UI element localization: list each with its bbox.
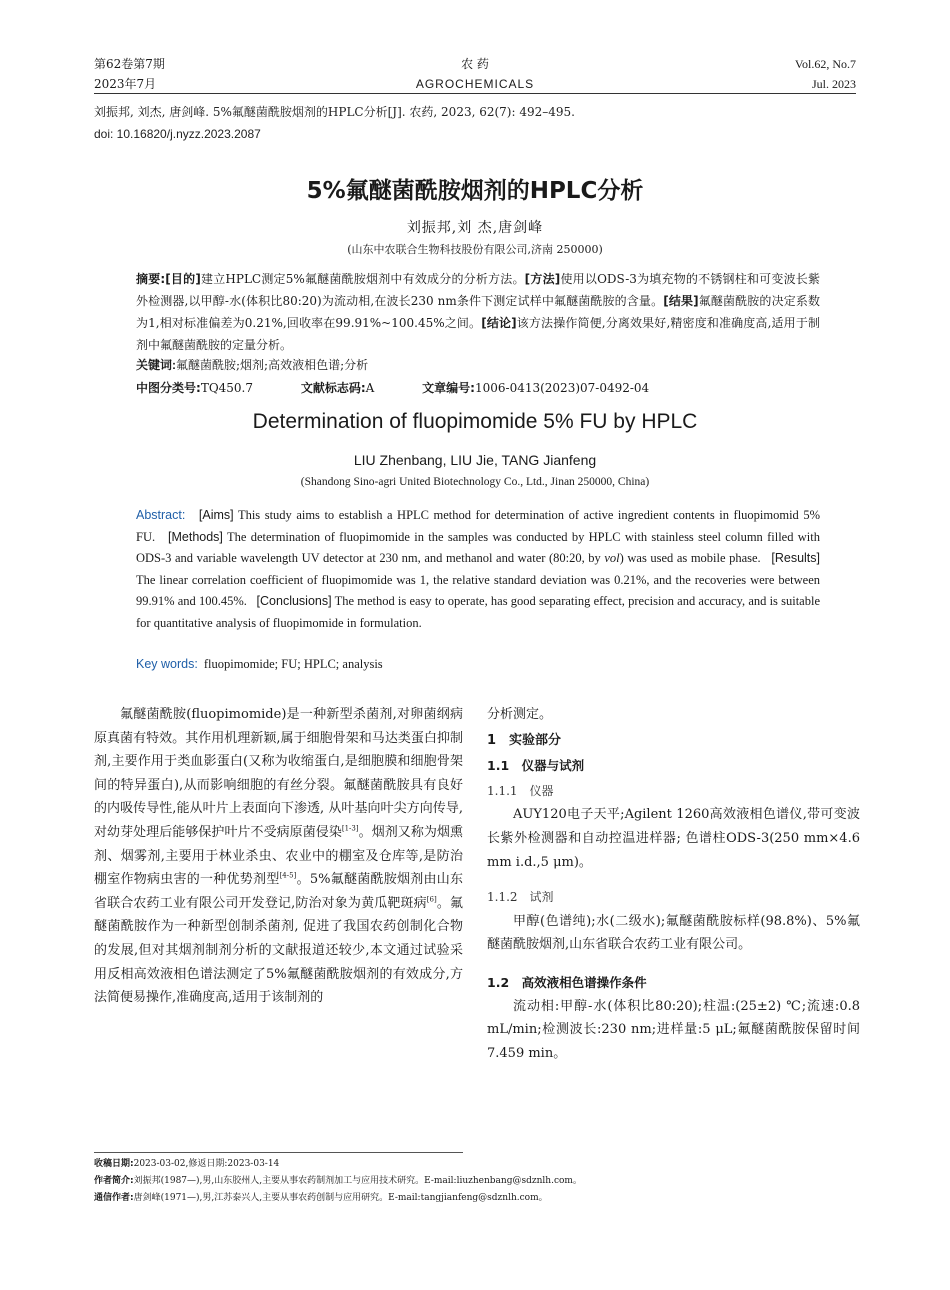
- header-rule: [94, 93, 856, 94]
- article-item: [422, 381, 671, 395]
- header-volume-en: [795, 54, 856, 94]
- doi[interactable]: doi: 10.16820/j.nyzz.2023.2087: [94, 127, 261, 141]
- header-volume-cn: [94, 54, 165, 94]
- aims-text: This study aims to establish a HPLC method for determination of active ingredient contents in fluopimomid 5% FU.: [136, 508, 820, 544]
- abstract-cn: [136, 268, 820, 356]
- conclusion-text: 该方法操作简便,分离效果好,精密度和准确度高,适用于制剂中氟醚菌酰胺的定量分析。: [136, 316, 820, 352]
- ref-4-5[interactable]: [4-5]: [279, 871, 297, 880]
- doc-label: 文献标志码:: [300, 381, 366, 395]
- methods-text-b: ) was used as mobile phase.: [619, 551, 761, 565]
- classification: [136, 379, 693, 396]
- method-tag: [方法]: [524, 272, 561, 286]
- keywords-en-label: Key words:: [136, 657, 198, 671]
- doc-item: [301, 381, 396, 395]
- intro-text-1: 氟醚菌酰胺(fluopimomide)是一种新型杀菌剂,对卵菌纲病原真菌有特效。其作用机理新颖,属于细胞骨架和马达类蛋白抑制剂,主要作用于类血影蛋白(又称为收缩蛋白,是细胞膜和细胞骨架间的特异蛋白),从而影响细胞的有丝分裂。氟醚菌酰胺具有良好的内吸传导性,能从叶片上表面向下渗透, 从叶基向叶尖方向传导,对幼芽处理后能够保护叶片不受病原菌侵染: [94, 707, 463, 840]
- section-1-1-heading: 1.1 仪器与试剂: [487, 758, 585, 774]
- results-tag: [Results]: [771, 551, 821, 565]
- abstract-en: [136, 505, 820, 634]
- corresponding-label: 通信作者:: [94, 1193, 134, 1203]
- intro-paragraph: [94, 703, 463, 1010]
- aim-tag: [目的]: [165, 272, 201, 286]
- aims-tag: [Aims]: [198, 508, 234, 522]
- authors-en: LIU Zhenbang, LIU Jie, TANG Jianfeng: [353, 452, 597, 468]
- keywords-en: [136, 657, 383, 672]
- citation-text: 刘振邦, 刘杰, 唐剑峰. 5%氟醚菌酰胺烟剂的HPLC分析[J]. 农药, 2023, 62(7): 492–495.: [94, 105, 575, 119]
- received-value: 2023-03-02,修返日期:2023-03-14: [133, 1159, 280, 1169]
- journal-name-cn: 农 药: [461, 57, 489, 71]
- section-1-heading: 1 实验部分: [487, 732, 562, 748]
- methods-tag: [Methods]: [168, 529, 223, 544]
- volume-cn: 第62卷第7期: [94, 57, 165, 71]
- journal-name-en: AGROCHEMICALS: [415, 77, 535, 91]
- page-title: 5%氟醚菌酰胺烟剂的HPLC分析: [306, 178, 644, 204]
- results-text: The linear correlation coefficient of fluopimomide was 1, the relative standard deviation was 0.21%, and the recoveries were between 99.91% and 100.45%.: [136, 572, 820, 608]
- doc-value: A: [365, 381, 375, 395]
- methods-text-a: The determination of fluopimomide in the samples was conducted by HPLC with stainless steel column filled with ODS-3 and variable wavelength UV detector at 230 nm, and methanol and water (80:20, by: [136, 529, 820, 565]
- footnote-rule: [94, 1152, 463, 1153]
- conclusions-tag: [Conclusions]: [256, 594, 332, 608]
- volume-en: Vol.62, No.7: [794, 57, 856, 71]
- result-tag: [结果]: [663, 294, 699, 308]
- method-text: 使用以ODS-3为填充物的不锈钢柱和可变波长紫外检测器,以甲醇-水(体积比80:20)为流动相,在波长230 nm条件下测定试样中氟醚菌酰胺的含量。: [136, 272, 820, 308]
- author-value: 刘振邦(1987—),男,山东胶州人,主要从事农药制剂加工与应用技术研究。E-mail:liuzhenbang@sdznlh.com。: [133, 1176, 582, 1186]
- authors-cn: 刘振邦,刘 杰,唐剑峰: [406, 220, 544, 236]
- ref-1-3[interactable]: [1-3]: [341, 824, 359, 833]
- body-right-column: [487, 703, 860, 1065]
- abstract-label: 摘要:: [136, 272, 166, 286]
- affiliation-en: (Shandong Sino-agri United Biotechnology Co., Ltd., Jinan 250000, China): [300, 476, 650, 488]
- keywords-value: 氟醚菌酰胺;烟剂;高效液相色谱;分析: [176, 358, 369, 372]
- intro-text-3: 。5%氟醚菌酰胺烟剂由山东省联合农药工业有限公司开发登记,防治对象为黄瓜靶斑病: [94, 872, 463, 911]
- corresponding-note: [94, 1190, 582, 1207]
- section-1-2-heading: 1.2 高效液相色谱操作条件: [487, 974, 647, 990]
- citation: [94, 101, 575, 145]
- section-1-1-1-heading: 1.1.1 仪器: [487, 783, 554, 798]
- corresponding-value: 唐剑峰(1971—),男,江苏泰兴人,主要从事农药创制与应用研究。E-mail:tangjianfeng@sdznlh.com。: [133, 1193, 548, 1203]
- article-label: 文章编号:: [422, 381, 475, 395]
- methods-vol: vol: [604, 551, 620, 565]
- keywords-label: 关键词:: [136, 358, 176, 372]
- body-left-column: [94, 703, 463, 1010]
- keywords-cn: [136, 356, 368, 373]
- date-cn: 2023年7月: [94, 77, 157, 91]
- affiliation-cn: (山东中农联合生物科技股份有限公司,济南 250000): [347, 243, 603, 256]
- footnotes: [94, 1156, 582, 1207]
- title-en: Determination of fluopimomide 5% FU by HPLC: [252, 410, 698, 433]
- clc-item: [136, 381, 275, 395]
- result-text: 氟醚菌酰胺的决定系数为1,相对标准偏差为0.21%,回收率在99.91%~100.45%之间。: [136, 294, 820, 330]
- continuation: 分析测定。: [487, 707, 553, 722]
- header-journal: [360, 54, 590, 94]
- date-en: Jul. 2023: [811, 77, 856, 91]
- intro-text-2: 。烟剂又称为烟熏剂、烟雾剂,主要用于林业杀虫、农业中的棚室及仓库等,是防治棚室作物病虫害的一种优势剂型: [94, 824, 463, 888]
- conclusions-text: The method is easy to operate, has good separating effect, precision and accuracy, and is suitable for quantitative analysis of fluopimomide in formulation.: [136, 594, 821, 630]
- aim-text: 建立HPLC测定5%氟醚菌酰胺烟剂中有效成分的分析方法。: [200, 272, 525, 286]
- conclusion-tag: [结论]: [481, 316, 517, 330]
- intro-text-4: 。氟醚菌酰胺作为一种新型创制杀菌剂, 促进了我国农药创制化合物的发展,但对其烟剂制剂分析的文献报道还较少,本文通过试验采用反相高效液相色谱法测定了5%氟醚菌酰胺烟剂的有效成分,方法简便易操作,准确度高,适用于该制剂的: [94, 895, 463, 1006]
- ref-6[interactable]: [6]: [426, 895, 437, 904]
- received-note: [94, 1156, 582, 1173]
- abstract-en-label: Abstract:: [136, 508, 186, 522]
- article-value: 1006-0413(2023)07-0492-04: [474, 381, 650, 395]
- section-1-1-2-heading: 1.1.2 试剂: [487, 890, 554, 905]
- hplc-conditions-paragraph: 流动相:甲醇-水(体积比80:20);柱温:(25±2) ℃;流速:0.8 mL/min;检测波长:230 nm;进样量:5 μL;氟醚菌酰胺保留时间7.459 min。: [487, 998, 860, 1061]
- author-note: [94, 1173, 582, 1190]
- clc-label: 中图分类号:: [136, 381, 201, 395]
- author-label: 作者简介:: [94, 1176, 134, 1186]
- received-label: 收稿日期:: [94, 1159, 134, 1169]
- clc-value: TQ450.7: [200, 381, 254, 395]
- instruments-paragraph: AUY120电子天平;Agilent 1260高效液相色谱仪,带可变波长紫外检测器和自动控温进样器; 色谱柱ODS-3(250 mm×4.6 mm i.d.,5 μm)。: [487, 807, 860, 870]
- reagents-paragraph: 甲醇(色谱纯);水(二级水);氟醚菌酰胺标样(98.8%)、5%氟醚菌酰胺烟剂,山东省联合农药工业有限公司。: [487, 913, 860, 953]
- keywords-en-value: fluopimomide; FU; HPLC; analysis: [203, 657, 383, 671]
